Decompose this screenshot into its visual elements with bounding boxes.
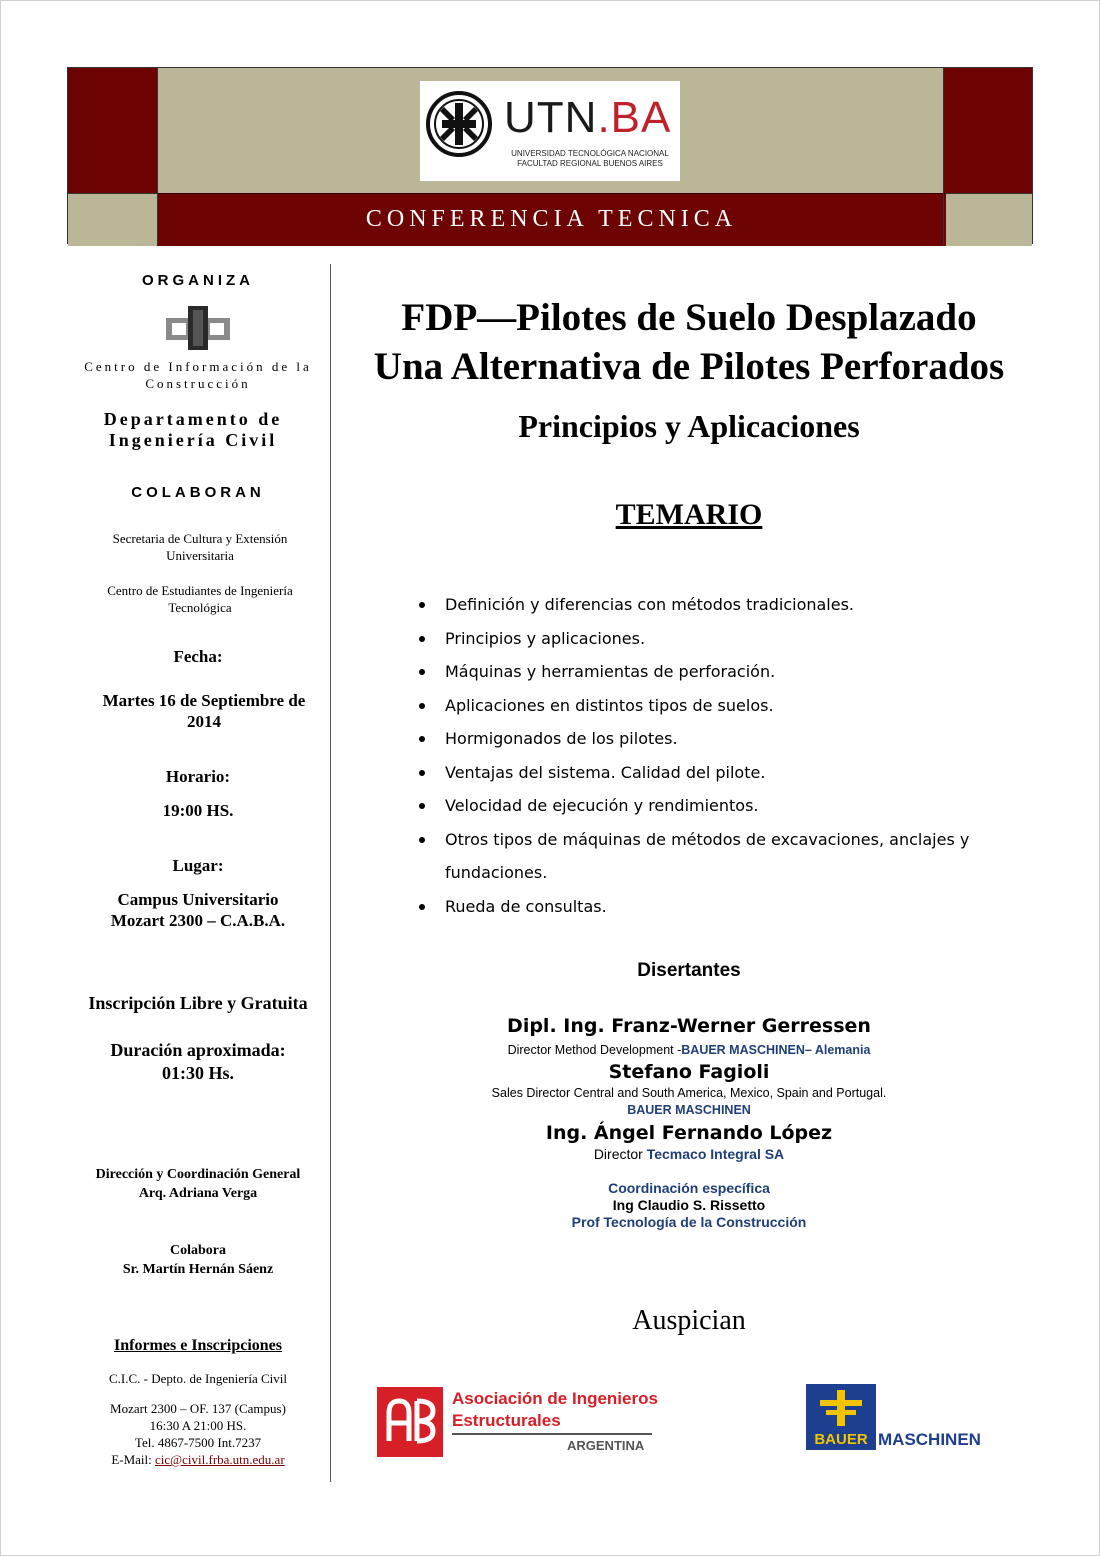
informes-address: Mozart 2300 – OF. 137 (Campus): [110, 1401, 286, 1416]
lugar-line-2: Mozart 2300 – C.A.B.A.: [110, 911, 286, 930]
fecha-value: Martes 16 de Septiembre de 2014: [102, 691, 306, 731]
list-item: Definición y diferencias con métodos tradicionales.: [417, 588, 1037, 622]
banner-block: [944, 193, 1032, 246]
title-line-2: Una Alternativa de Pilotes Perforados: [373, 345, 1005, 388]
horario-label: Horario:: [165, 767, 231, 786]
lugar-label: Lugar:: [172, 856, 224, 875]
list-item: Ventajas del sistema. Calidad del pilote.: [417, 756, 1037, 790]
coordination-label: Coordinación específica: [608, 1180, 770, 1196]
aie-emblem-icon: [377, 1387, 443, 1457]
coordination-role: Prof Tecnología de la Construcción: [571, 1214, 807, 1230]
inscripcion-text: Inscripción Libre y Gratuita: [88, 993, 308, 1013]
informes-email-line: [62, 1451, 334, 1468]
title-line-1: FDP—Pilotes de Suelo Desplazado: [401, 296, 977, 339]
colaborador-2: Centro de Estudiantes de Ingeniería Tecnológica: [107, 583, 293, 615]
speaker-2-company: BAUER MASCHINEN: [627, 1103, 751, 1117]
utn-logo-subtitle: UNIVERSIDAD TECNOLÓGICA NACIONAL FACULTAD REGIONAL BUENOS AIRES: [511, 149, 669, 168]
speaker-2-role: Sales Director Central and South America, Mexico, Spain and Portugal.: [491, 1086, 887, 1100]
list-item: Aplicaciones en distintos tipos de suelos.: [417, 689, 1037, 723]
bauer-emblem-icon: [806, 1384, 876, 1432]
header-banner: [67, 67, 1033, 244]
colabora-name: Sr. Martín Hernán Sáenz: [122, 1262, 274, 1277]
banner-block: [944, 68, 1032, 193]
aie-name-line-1: Asociación de Ingenieros: [452, 1389, 658, 1408]
email-link[interactable]: cic@civil.frba.utn.edu.ar: [155, 1452, 285, 1467]
cic-name: Centro de Información de la Construcción: [84, 359, 312, 391]
department-name: Departamento de Ingeniería Civil: [103, 409, 283, 450]
auspician-heading: Auspician: [632, 1305, 746, 1336]
speaker-3-role: Director Tecmaco Integral SA: [593, 1146, 785, 1162]
banner-block: [68, 68, 157, 193]
banner-title: CONFERENCIA TECNICA: [365, 206, 738, 232]
list-item: Rueda de consultas.: [417, 890, 1037, 924]
aie-rule: [452, 1433, 652, 1435]
speaker-1-role: Director Method Development -BAUER MASCHINEN– Alemania: [507, 1043, 871, 1057]
list-item: Hormigonados de los pilotes.: [417, 722, 1037, 756]
aie-country: ARGENTINA: [567, 1438, 645, 1453]
speaker-1-name: Dipl. Ing. Franz-Werner Gerressen: [507, 1015, 871, 1037]
coordination-name: Ing Claudio S. Rissetto: [612, 1197, 766, 1213]
utn-emblem-icon: [426, 91, 492, 157]
colabora-label: Colabora: [170, 1243, 226, 1258]
list-item: Velocidad de ejecución y rendimientos.: [417, 789, 1037, 823]
bauer-logo: [806, 1384, 996, 1454]
fecha-label: Fecha:: [173, 647, 223, 666]
organiza-label: ORGANIZA: [142, 272, 254, 289]
informes-tel: Tel. 4867-7500 Int.7237: [134, 1435, 262, 1450]
bauer-left-text: BAUER: [806, 1430, 876, 1450]
speaker-3-name: Ing. Ángel Fernando López: [545, 1122, 833, 1144]
subtitle: Principios y Aplicaciones: [518, 408, 860, 444]
utn-logo: [420, 81, 680, 181]
duracion-label: Duración aproximada:: [110, 1040, 286, 1060]
banner-block: [68, 193, 157, 246]
lugar-line-1: Campus Universitario: [117, 890, 279, 909]
duracion-value: 01:30 Hs.: [162, 1063, 234, 1083]
disertantes-heading: Disertantes: [637, 960, 741, 981]
aie-name-line-2: Estructurales: [452, 1411, 561, 1430]
informes-label: Informes e Inscripciones: [114, 1337, 282, 1354]
direccion-name: Arq. Adriana Verga: [138, 1186, 258, 1201]
email-label: E-Mail:: [111, 1452, 156, 1467]
informes-org: C.I.C. - Depto. de Ingeniería Civil: [109, 1371, 287, 1386]
list-item: Máquinas y herramientas de perforación.: [417, 655, 1037, 689]
cic-logo-icon: [166, 306, 230, 350]
bauer-right-text: MASCHINEN: [878, 1430, 981, 1449]
informes-hours: 16:30 A 21:00 HS.: [149, 1418, 247, 1433]
list-item: Principios y aplicaciones.: [417, 622, 1037, 656]
direccion-label: Dirección y Coordinación General: [95, 1167, 301, 1182]
list-item: Otros tipos de máquinas de métodos de excavaciones, anclajes y fundaciones.: [417, 823, 1005, 890]
aie-logo: [377, 1387, 657, 1457]
topic-list: [417, 588, 1037, 923]
utn-logo-text: UTN.BA: [504, 93, 672, 142]
colaboran-label: COLABORAN: [131, 484, 265, 501]
colaborador-1: Secretaria de Cultura y Extensión Universitaria: [112, 531, 288, 563]
horario-value: 19:00 HS.: [162, 801, 234, 820]
temario-heading: TEMARIO: [615, 498, 763, 531]
speaker-2-name: Stefano Fagioli: [608, 1061, 770, 1083]
